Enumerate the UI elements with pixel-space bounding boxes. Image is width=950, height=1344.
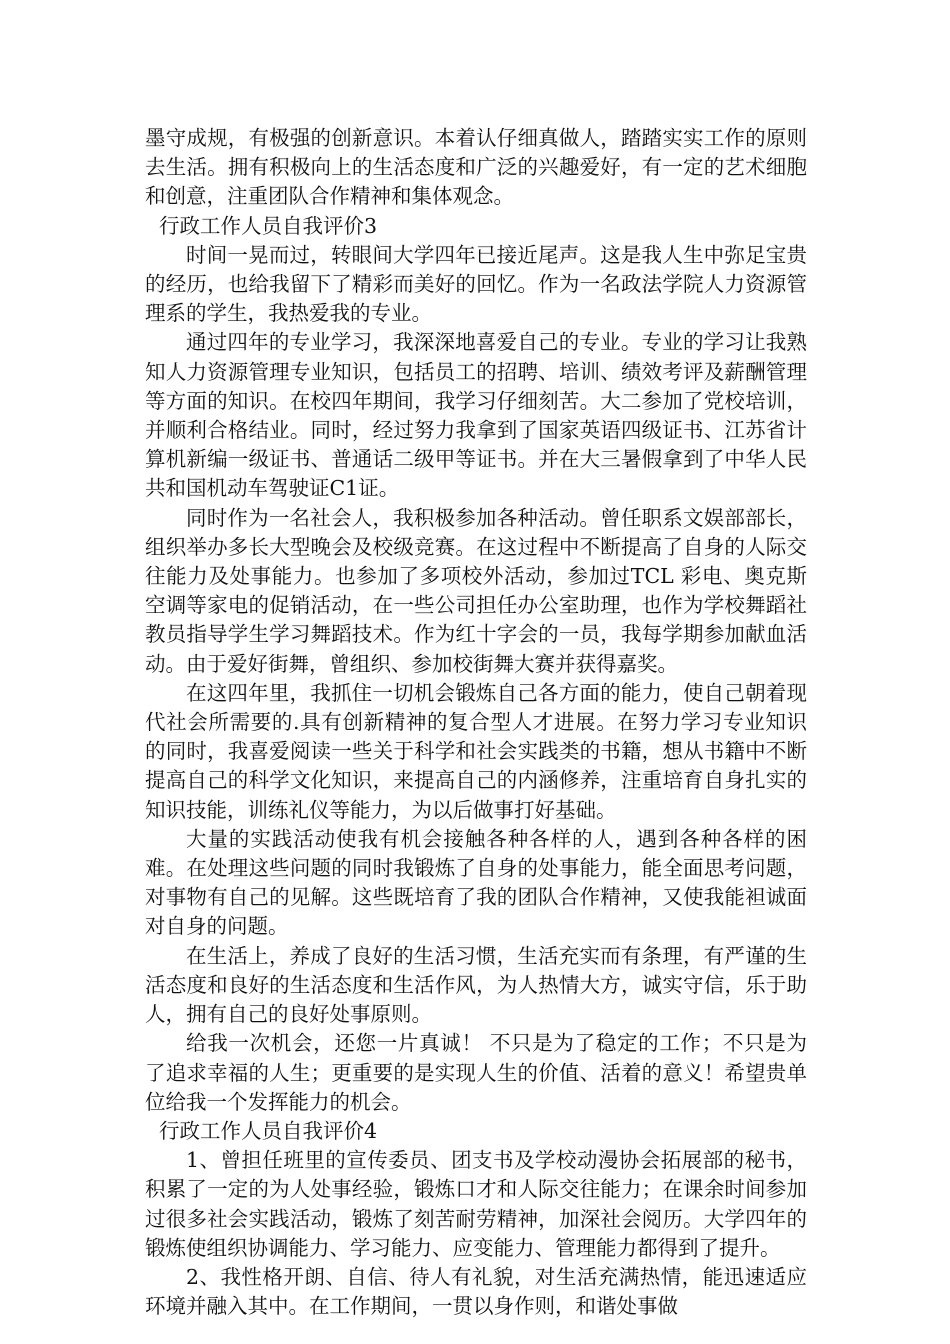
intro-paragraph: 墨守成规，有极强的创新意识。本着认仔细真做人，踏踏实实工作的原则去生活。拥有积极向上的生活态度和广泛的兴趣爱好，有一定的艺术细胞和创意，注重团队合作精神和集体观念。 — [145, 126, 807, 209]
section-3-paragraph-1: 时间一晃而过，转眼间大学四年已接近尾声。这是我人生中弥足宝贵的经历，也给我留下了精彩而美好的回忆。作为一名政法学院人力资源管理系的学生，我热爱我的专业。 — [145, 242, 807, 326]
section-4-paragraph-1: 1、曾担任班里的宣传委员、团支书及学校动漫协会拓展部的秘书，积累了一定的为人处事经验，锻炼口才和人际交往能力；在课余时间参加过很多社会实践活动，锻炼了刻苦耐劳精神，加深社会阅历。大学四年的锻炼使组织协调能力、学习能力、应变能力、管理能力都得到了提升。 — [145, 1148, 807, 1260]
section-3-paragraph-6: 在生活上，养成了良好的生活习惯，生活充实而有条理，有严谨的生活态度和良好的生活态度和生活作风，为人热情大方，诚实守信，乐于助人，拥有自己的良好处事原则。 — [145, 943, 807, 1027]
document-page — [145, 124, 807, 1321]
section-3-title: 行政工作人员自我评价3 — [159, 213, 378, 238]
section-3-paragraph-3: 同时作为一名社会人，我积极参加各种活动。曾任职系文娱部部长，组织举办多长大型晚会及校级竞赛。在这过程中不断提高了自身的人际交往能力及处事能力。也参加了多项校外活动，参加过TCL 彩电、奥克斯空调等家电的促销活动，在一些公司担任办公室助理，也作为学校舞蹈社教员指导学生学习舞蹈技术。作为红十字会的一员，我每学期参加献血活动。由于爱好街舞，曾组织、参加校街舞大赛并获得嘉奖。 — [145, 505, 807, 676]
section-4-title: 行政工作人员自我评价4 — [159, 1118, 378, 1143]
section-3-paragraph-4: 在这四年里，我抓住一切机会锻炼自己各方面的能力，使自己朝着现代社会所需要的.具有创新精神的复合型人才进展。在努力学习专业知识的同时，我喜爱阅读一些关于科学和社会实践类的书籍，想从书籍中不断提高自己的科学文化知识，来提高自己的内涵修养，注重培育自身扎实的知识技能，训练礼仪等能力，为以后做事打好基础。 — [145, 680, 807, 822]
section-3-paragraph-5: 大量的实践活动使我有机会接触各种各样的人，遇到各种各样的困难。在处理这些问题的同时我锻炼了自身的处事能力，能全面思考问题，对事物有自己的见解。这些既培育了我的团队合作精神，又使我能袒诚面对自身的问题。 — [145, 826, 807, 939]
section-3-paragraph-7: 给我一次机会，还您一片真诚！ 不只是为了稳定的工作；不只是为了追求幸福的人生；更重要的是实现人生的价值、活着的意义！希望贵单位给我一个发挥能力的机会。 — [145, 1031, 807, 1114]
section-3-paragraph-2: 通过四年的专业学习，我深深地喜爱自己的专业。专业的学习让我熟知人力资源管理专业知识，包括员工的招聘、培训、绩效考评及薪酬管理等方面的知识。在校四年期间，我学习仔细刻苦。大二参加了党校培训，并顺利合格结业。同时，经过努力我拿到了国家英语四级证书、江苏省计算机新编一级证书、普通话二级甲等证书。并在大三暑假拿到了中华人民共和国机动车驾驶证C1证。 — [145, 330, 807, 501]
section-4-paragraph-2: 2、我性格开朗、自信、待人有礼貌，对生活充满热情，能迅速适应环境并融入其中。在工作期间，一贯以身作则，和谐处事做 — [145, 1264, 807, 1319]
